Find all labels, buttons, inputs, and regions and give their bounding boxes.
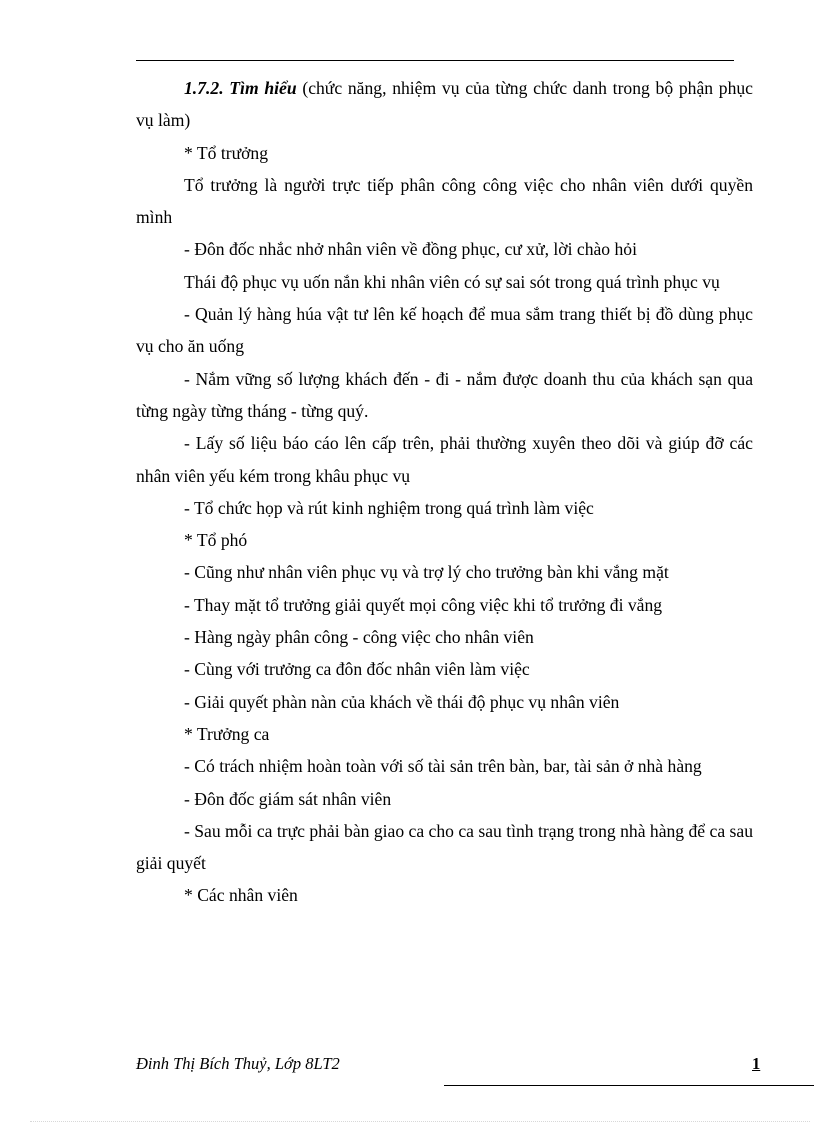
paragraph: - Thay mặt tổ trưởng giải quyết mọi công việc khi tổ trưởng đi vắng [184,594,663,615]
paragraph: - Quản lý hàng húa vật tư lên kế hoạch để mua sắm trang thiết bị đồ dùng phục vụ cho ăn uống [136,304,753,357]
paragraph: - Cũng như nhân viên phục vụ và trợ lý cho trưởng bàn khi vắng mặt [184,562,669,583]
footer-author: Đinh Thị Bích Thuỷ, Lớp 8LT2 [136,1054,340,1073]
header-rule [136,60,734,61]
paragraph: - Giải quyết phàn nàn của khách về thái độ phục vụ nhân viên [184,691,620,712]
paragraph: - Đôn đốc giám sát nhân viên [184,788,392,809]
section-heading [136,72,753,137]
footer-rule [444,1085,814,1086]
subheading-to-pho: * Tổ phó [184,530,248,551]
subheading-to-truong: * Tổ trưởng [184,142,268,163]
document-body [136,72,753,912]
paragraph: - Lấy số liệu báo cáo lên cấp trên, phải thường xuyên theo dõi và giúp đỡ các nhân viên yếu kém trong khâu phục vụ [136,433,753,486]
paragraph: - Đôn đốc nhắc nhở nhân viên về đồng phục, cư xử, lời chào hỏi [184,239,637,260]
section-heading-text: (chức năng, nhiệm vụ của từng chức danh trong bộ phận phục vụ làm) [136,78,753,131]
paragraph: Tổ trưởng là người trực tiếp phân công công việc cho nhân viên dưới quyền mình [136,174,753,228]
page-bottom-border [30,1121,810,1122]
paragraph: - Hàng ngày phân công - công việc cho nhân viên [184,627,534,648]
paragraph: - Cùng với trưởng ca đôn đốc nhân viên làm việc [184,659,530,680]
subheading-truong-ca: * Trưởng ca [184,723,270,744]
subheading-cac-nhan-vien: * Các nhân viên [184,885,298,906]
paragraph: Thái độ phục vụ uốn nắn khi nhân viên có sự sai sót trong quá trình phục vụ [184,271,720,292]
paragraph: - Có trách nhiệm hoàn toàn với số tài sản trên bàn, bar, tài sản ở nhà hàng [184,756,702,777]
paragraph: - Nắm vững số lượng khách đến - đi - nắm được doanh thu của khách sạn qua từng ngày từng tháng - từng quý. [136,368,753,421]
page-number: 1 [752,1054,761,1073]
paragraph: - Sau mỗi ca trực phải bàn giao ca cho ca sau tình trạng trong nhà hàng để ca sau giải quyết [136,820,753,874]
section-number: 1.7.2. Tìm hiểu [184,78,297,98]
paragraph: - Tổ chức họp và rút kinh nghiệm trong quá trình làm việc [184,497,594,518]
